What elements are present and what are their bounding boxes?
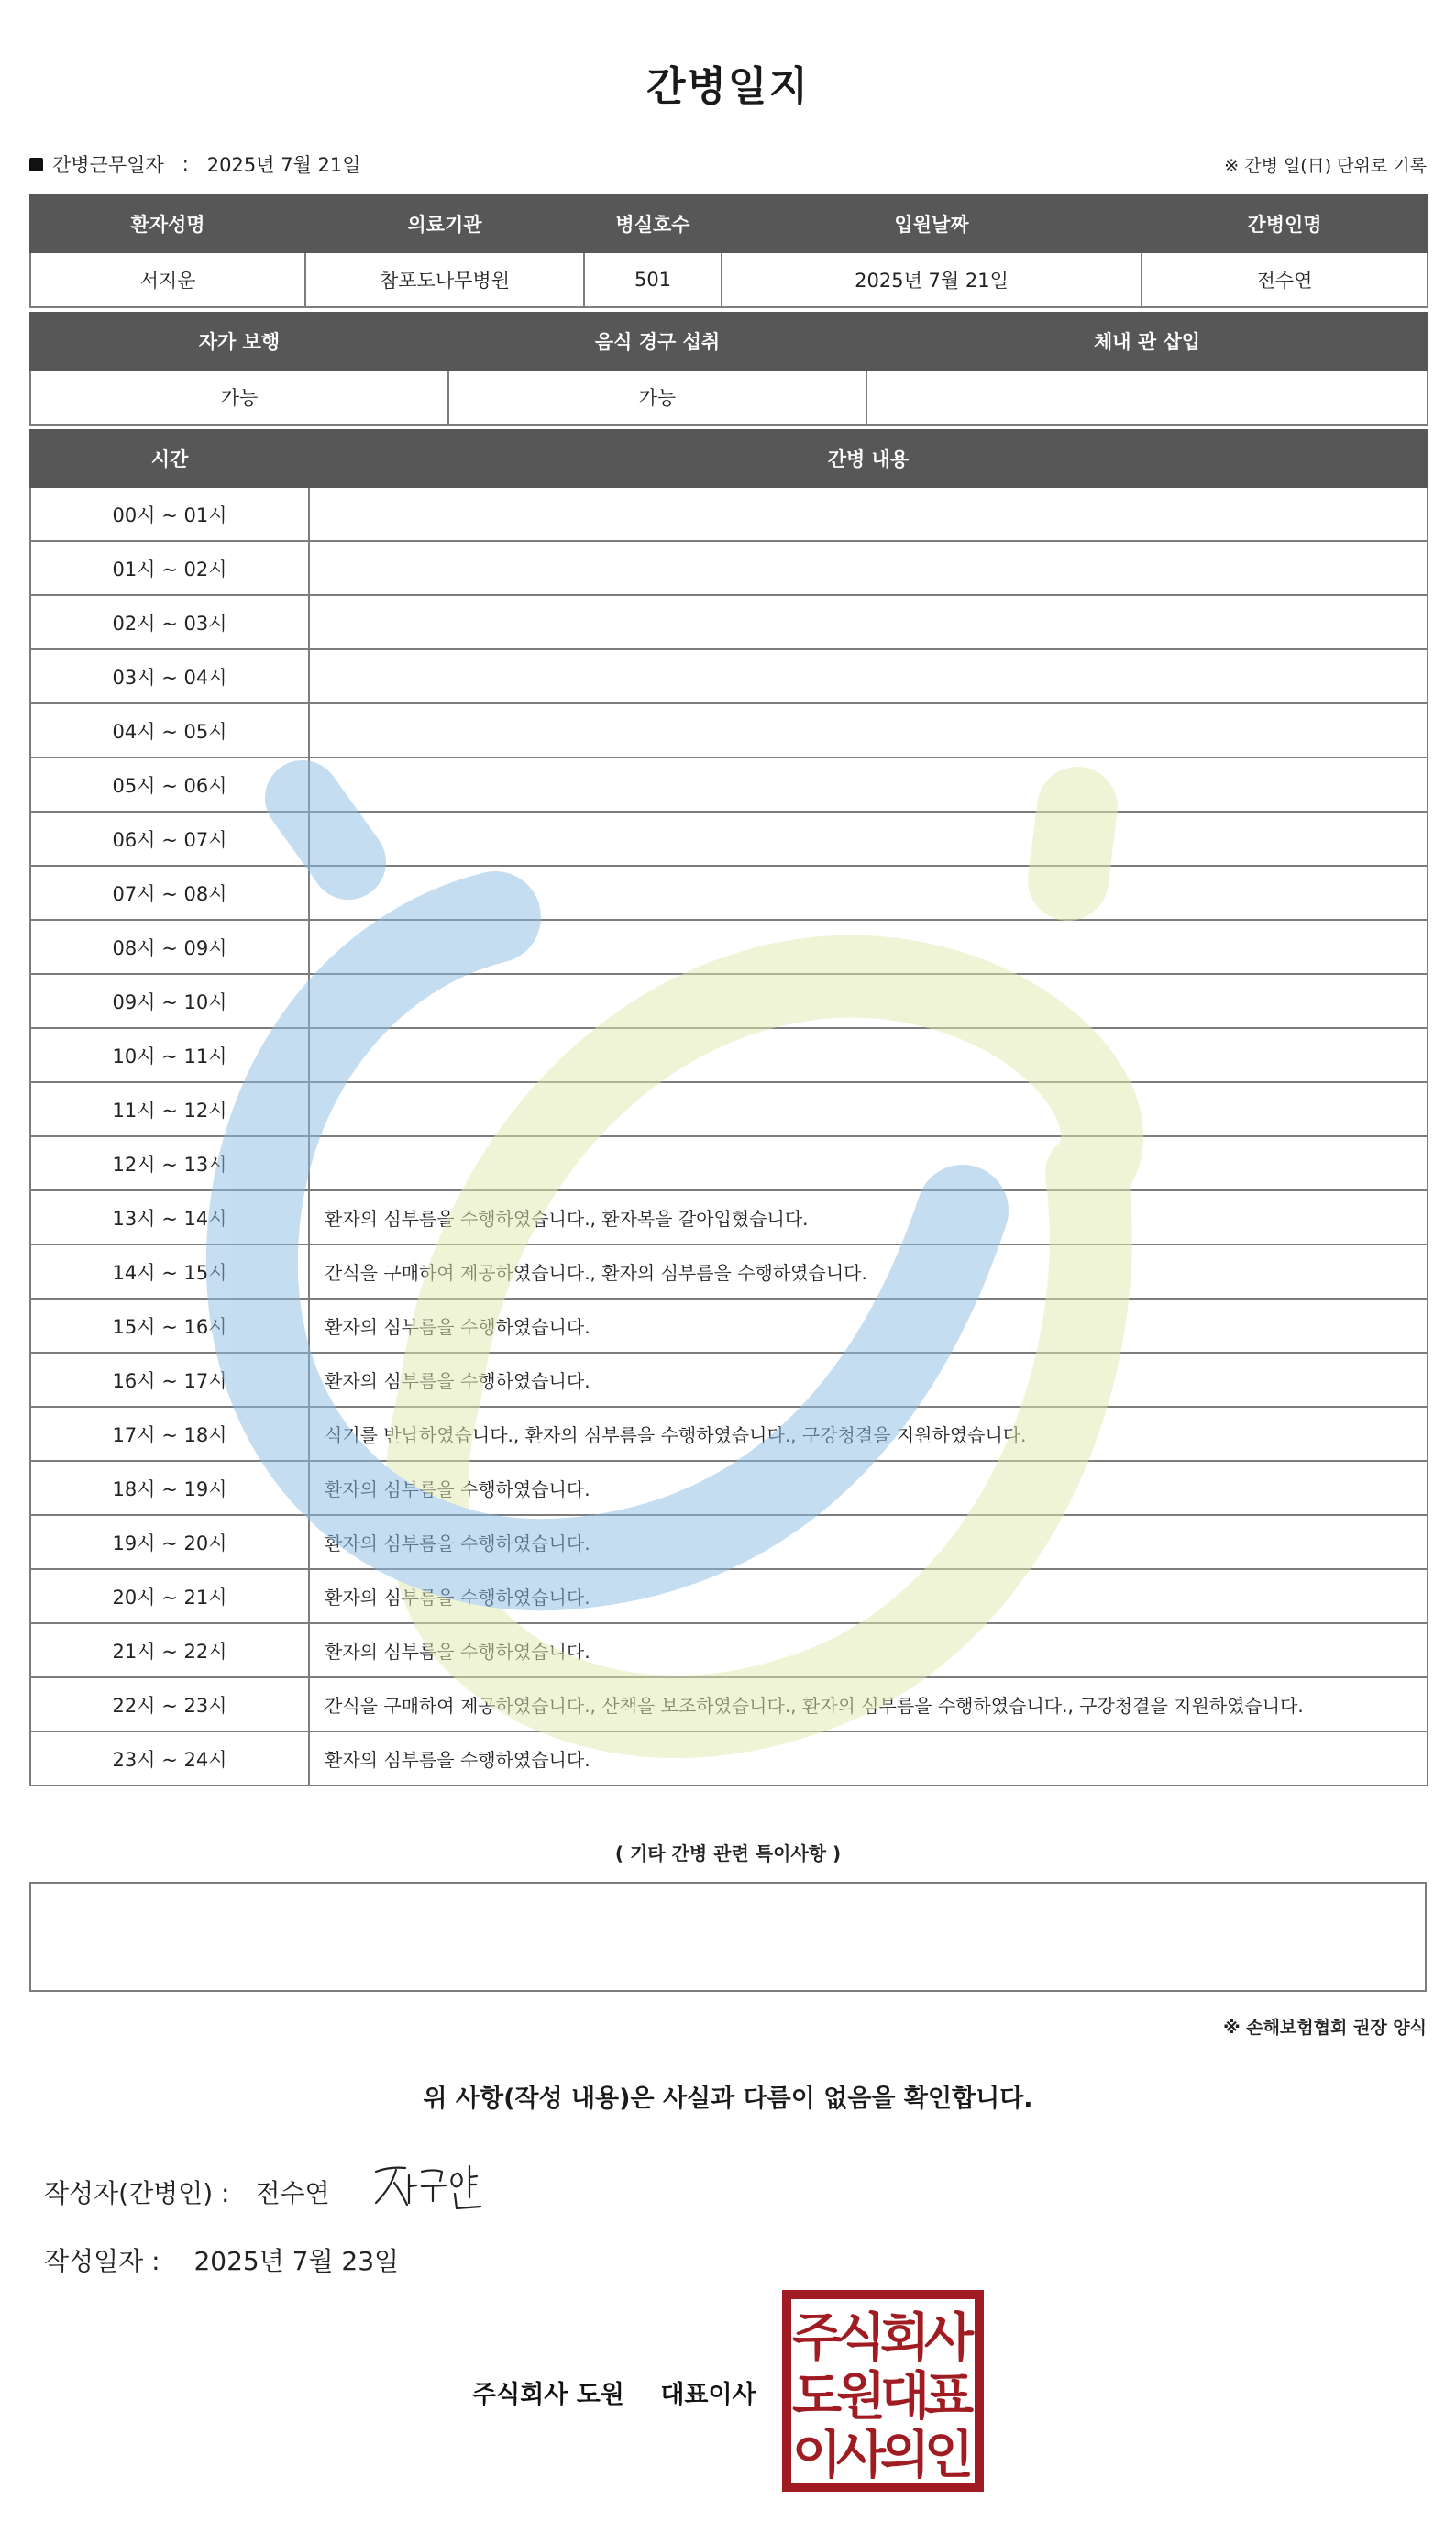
header-care-content: 간병 내용 <box>309 430 1428 487</box>
room-number: 501 <box>584 252 722 307</box>
log-row <box>30 595 1428 649</box>
log-row <box>30 1353 1428 1407</box>
company-seal <box>781 2289 985 2493</box>
log-content <box>309 866 1428 920</box>
log-time: 14시 ~ 15시 <box>30 1244 309 1299</box>
log-time: 05시 ~ 06시 <box>30 758 309 812</box>
written-date-row <box>44 2241 399 2278</box>
log-row <box>30 1244 1428 1299</box>
confirmation-statement: 위 사항(작성 내용)은 사실과 다름이 없음을 확인합니다. <box>423 2085 1033 2113</box>
log-time: 18시 ~ 19시 <box>30 1461 309 1515</box>
log-row <box>30 487 1428 541</box>
log-time: 11시 ~ 12시 <box>30 1082 309 1136</box>
log-time: 20시 ~ 21시 <box>30 1569 309 1623</box>
log-row <box>30 1731 1428 1786</box>
svg-text:회: 회 <box>879 2308 931 2368</box>
log-row <box>30 974 1428 1028</box>
log-header-row <box>30 430 1428 487</box>
special-notes-heading: ( 기타 간병 관련 특이사항 ) <box>614 1842 842 1864</box>
self-walking-value: 가능 <box>30 370 448 425</box>
status-value-row <box>30 370 1428 425</box>
log-content <box>309 812 1428 866</box>
work-date-label: 간병근무일자 <box>52 154 164 176</box>
svg-text:식: 식 <box>835 2308 887 2368</box>
work-date-value: 2025년 7월 21일 <box>206 154 361 176</box>
log-time: 12시 ~ 13시 <box>30 1136 309 1190</box>
writer-row <box>44 2174 330 2210</box>
log-time: 03시 ~ 04시 <box>30 649 309 703</box>
header-patient-name: 환자성명 <box>30 195 305 252</box>
page-title: 간병일지 <box>645 63 810 110</box>
header-admission-date: 입원날짜 <box>722 195 1142 252</box>
patient-header-row <box>30 195 1428 252</box>
log-content <box>309 920 1428 974</box>
log-content <box>309 974 1428 1028</box>
log-content: 간식을 구매하여 제공하였습니다., 산책을 보조하였습니다., 환자의 심부름을 수행하였습니다., 구강청결을 지원하였습니다. <box>309 1677 1428 1731</box>
status-header-row <box>30 313 1428 370</box>
special-notes-box <box>29 1882 1427 1992</box>
admission-date: 2025년 7월 21일 <box>722 252 1142 307</box>
svg-text:의: 의 <box>879 2426 931 2485</box>
log-time: 04시 ~ 05시 <box>30 703 309 758</box>
care-log-table <box>29 429 1428 1786</box>
svg-text:이: 이 <box>791 2426 843 2485</box>
log-row <box>30 1407 1428 1461</box>
log-row <box>30 1028 1428 1082</box>
log-content <box>309 541 1428 595</box>
patient-name: 서지운 <box>30 252 305 307</box>
written-date-value: 2025년 7월 23일 <box>193 2246 400 2276</box>
log-content: 환자의 심부름을 수행하였습니다. <box>309 1731 1428 1786</box>
svg-text:원: 원 <box>835 2367 887 2427</box>
writer-label: 작성자(간병인) : <box>44 2178 230 2208</box>
log-row <box>30 703 1428 758</box>
log-time: 02시 ~ 03시 <box>30 595 309 649</box>
log-body <box>30 487 1428 1786</box>
log-row <box>30 1677 1428 1731</box>
form-note: ※ 손해보험협회 권장 양식 <box>1223 2018 1427 2038</box>
log-time: 16시 ~ 17시 <box>30 1353 309 1407</box>
svg-text:도: 도 <box>791 2367 843 2427</box>
svg-text:주: 주 <box>791 2308 843 2368</box>
log-row <box>30 1569 1428 1623</box>
representative-title: 대표이사 <box>660 2381 756 2409</box>
log-content: 식기를 반납하였습니다., 환자의 심부름을 수행하였습니다., 구강청결을 지원하였습니다. <box>309 1407 1428 1461</box>
work-date-row <box>29 150 361 178</box>
handwritten-signature <box>369 2155 497 2219</box>
patient-info-table <box>29 194 1428 308</box>
header-time: 시간 <box>30 430 309 487</box>
log-time: 01시 ~ 02시 <box>30 541 309 595</box>
log-content: 간식을 구매하여 제공하였습니다., 환자의 심부름을 수행하였습니다. <box>309 1244 1428 1299</box>
log-row <box>30 1461 1428 1515</box>
caregiver-name: 전수연 <box>1142 252 1428 307</box>
log-time: 23시 ~ 24시 <box>30 1731 309 1786</box>
header-caregiver-name: 간병인명 <box>1142 195 1428 252</box>
log-row <box>30 649 1428 703</box>
log-row <box>30 1623 1428 1677</box>
header-self-walking: 자가 보행 <box>30 313 448 370</box>
log-content <box>309 758 1428 812</box>
log-content: 환자의 심부름을 수행하였습니다. <box>309 1353 1428 1407</box>
square-bullet-icon <box>29 158 43 171</box>
log-time: 09시 ~ 10시 <box>30 974 309 1028</box>
log-time: 06시 ~ 07시 <box>30 812 309 866</box>
company-name: 주식회사 도원 <box>472 2381 624 2409</box>
hospital-name: 참포도나무병원 <box>305 252 584 307</box>
log-content: 환자의 심부름을 수행하였습니다. <box>309 1569 1428 1623</box>
log-time: 17시 ~ 18시 <box>30 1407 309 1461</box>
log-content <box>309 595 1428 649</box>
svg-text:사: 사 <box>835 2426 887 2485</box>
oral-intake-value: 가능 <box>448 370 866 425</box>
log-row <box>30 758 1428 812</box>
header-room-number: 병실호수 <box>584 195 722 252</box>
log-time: 08시 ~ 09시 <box>30 920 309 974</box>
log-time: 22시 ~ 23시 <box>30 1677 309 1731</box>
log-content <box>309 1028 1428 1082</box>
tube-insertion-value <box>866 370 1428 425</box>
log-time: 19시 ~ 20시 <box>30 1515 309 1569</box>
log-time: 21시 ~ 22시 <box>30 1623 309 1677</box>
svg-text:인: 인 <box>923 2426 975 2485</box>
log-row <box>30 1136 1428 1190</box>
log-time: 15시 ~ 16시 <box>30 1299 309 1353</box>
log-content: 환자의 심부름을 수행하였습니다. <box>309 1299 1428 1353</box>
svg-text:대: 대 <box>879 2367 931 2427</box>
log-time: 07시 ~ 08시 <box>30 866 309 920</box>
log-content: 환자의 심부름을 수행하였습니다. <box>309 1623 1428 1677</box>
log-time: 00시 ~ 01시 <box>30 487 309 541</box>
log-content <box>309 487 1428 541</box>
log-content <box>309 1136 1428 1190</box>
header-hospital: 의료기관 <box>305 195 584 252</box>
header-oral-intake: 음식 경구 섭취 <box>448 313 866 370</box>
log-time: 10시 ~ 11시 <box>30 1028 309 1082</box>
log-content <box>309 703 1428 758</box>
log-row <box>30 1190 1428 1244</box>
written-date-label: 작성일자 : <box>44 2246 160 2276</box>
log-row <box>30 812 1428 866</box>
log-row <box>30 1515 1428 1569</box>
log-content: 환자의 심부름을 수행하였습니다., 환자복을 갈아입혔습니다. <box>309 1190 1428 1244</box>
log-time: 13시 ~ 14시 <box>30 1190 309 1244</box>
company-signatory <box>472 2374 756 2410</box>
log-row <box>30 541 1428 595</box>
patient-value-row <box>30 252 1428 307</box>
unit-note: ※ 간병 일(日) 단위로 기록 <box>1224 156 1427 176</box>
log-content <box>309 649 1428 703</box>
log-row <box>30 1299 1428 1353</box>
log-row <box>30 866 1428 920</box>
log-content <box>309 1082 1428 1136</box>
patient-status-table <box>29 312 1428 426</box>
log-row <box>30 920 1428 974</box>
log-content: 환자의 심부름을 수행하였습니다. <box>309 1461 1428 1515</box>
log-row <box>30 1082 1428 1136</box>
writer-name: 전수연 <box>255 2178 330 2208</box>
svg-text:사: 사 <box>923 2308 975 2368</box>
header-tube-insertion: 체내 관 삽입 <box>866 313 1428 370</box>
work-date-separator: : <box>182 153 189 175</box>
log-content: 환자의 심부름을 수행하였습니다. <box>309 1515 1428 1569</box>
svg-text:표: 표 <box>923 2367 975 2427</box>
